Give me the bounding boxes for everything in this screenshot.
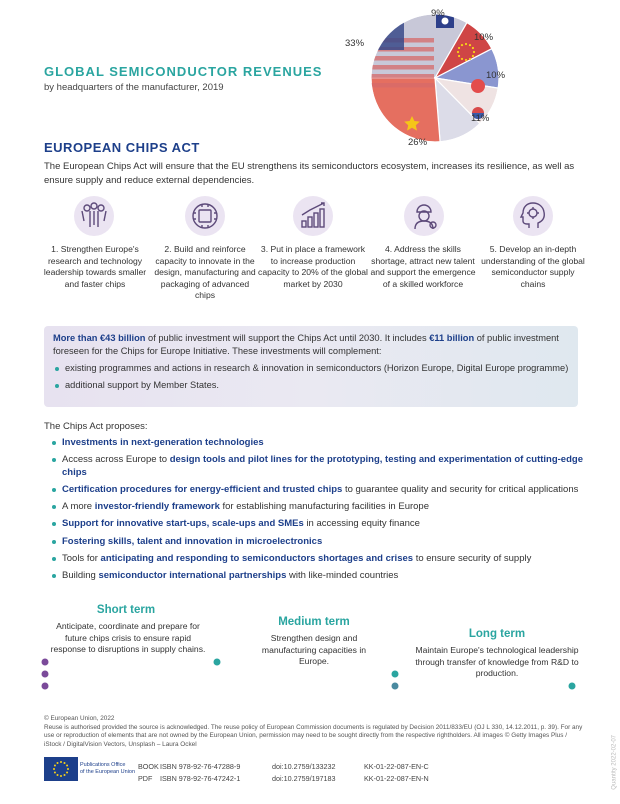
eu-star-icon	[67, 768, 69, 770]
eu-star-icon	[458, 55, 460, 57]
watermark: Quantity 2022-02-07	[612, 735, 618, 790]
us-stripe	[368, 74, 434, 79]
investment-text-2: of public investment foreseen for the Chips for Europe Initiative. These investments will complement:	[53, 333, 559, 356]
book-code: KK-01-22-087-EN-C	[364, 762, 429, 771]
proposes-list	[52, 437, 592, 587]
eu-star-icon	[472, 55, 474, 57]
eu-star-icon	[473, 51, 475, 53]
goal-3-text: 3. Put in place a framework to increase production capacity to 20% of the global market by 2030	[258, 244, 368, 289]
book-doi: doi:10.2759/133232	[272, 762, 336, 771]
long-term-title: Long term	[468, 628, 526, 640]
goal-5-text: 5. Develop an in-depth understanding of the global semiconductor supply chains	[481, 244, 585, 289]
investment-text	[53, 332, 569, 358]
section-intro: The European Chips Act will ensure that the EU strengthens its semiconductors ecosystem, increases its resilience, as well as ensure supply and reduce external dependencies.	[44, 161, 575, 186]
eu-star-icon	[53, 768, 55, 770]
initiative-amount: €11 billion	[429, 333, 475, 343]
list-item: existing programmes and actions in research & innovation in semiconductors (Horizon Europe, Digital Europe programme)	[53, 362, 569, 375]
publisher-logo-text: Publications Office of the European Union	[80, 762, 136, 775]
pdf-isbn: ISBN 978-92-76-47242-1	[160, 774, 241, 783]
chart-subtitle: by headquarters of the manufacturer, 2019	[44, 82, 224, 93]
list-item: Access across Europe to design tools and pilot lines for the prototyping, testing and experimentation of cutting-edge chips	[52, 454, 592, 479]
eu-star-icon	[54, 765, 56, 767]
list-item: Investments in next-generation technologies	[52, 437, 592, 450]
list-item: Tools for anticipating and responding to semiconductors shortages and crises to ensure security of supply	[52, 553, 592, 566]
pie-label-japan: 10%	[486, 70, 506, 81]
goal-1-text: 1. Strengthen Europe's research and technology leadership towards smaller and faster chips	[43, 244, 147, 289]
pdf-code: KK-01-22-087-EN-N	[364, 774, 429, 783]
pie-label-eu: 10%	[474, 32, 494, 43]
short-term-title: Short term	[96, 604, 156, 616]
long-term-start-dot	[42, 683, 49, 690]
pie-label-us: 33%	[345, 38, 365, 49]
pdf-doi: doi:10.2759/197183	[272, 774, 336, 783]
eu-star-icon	[458, 47, 460, 49]
list-item: Certification procedures for energy-efficient and trusted chips to guarantee quality and security for critical applications	[52, 484, 592, 497]
section-title: EUROPEAN CHIPS ACT	[44, 140, 200, 155]
eu-star-icon	[469, 58, 471, 60]
eu-star-icon	[66, 772, 68, 774]
us-stripe	[368, 83, 434, 88]
eu-flag-logo	[44, 757, 78, 781]
eu-star-icon	[461, 44, 463, 46]
eu-star-icon	[57, 774, 59, 776]
eu-star-icon	[64, 762, 66, 764]
pie-label-taiwan: 9%	[431, 8, 445, 19]
long-term-mid-dot	[392, 683, 399, 690]
short-term-text: Anticipate, coordinate and prepare for future chips crisis to ensure rapid response to disruptions in supply chains.	[50, 621, 206, 654]
short-term-start-dot	[42, 659, 49, 666]
us-canton	[368, 20, 404, 50]
goal-2-text: 2. Build and reinforce capacity to innovate in the design, manufacturing and packaging of advanced chips	[154, 244, 256, 300]
gear-head-icon	[512, 195, 554, 237]
eu-star-icon	[54, 772, 56, 774]
eu-star-icon	[469, 44, 471, 46]
list-item: Building semiconductor international partnerships with like-minded countries	[52, 570, 592, 583]
worker-icon	[403, 195, 445, 237]
medium-term-title: Medium term	[278, 616, 350, 628]
medium-term-text: Strengthen design and manufacturing capacities in Europe.	[261, 633, 367, 666]
long-term-end-dot	[569, 683, 576, 690]
copyright: © European Union, 2022	[44, 715, 115, 722]
list-item: A more investor-friendly framework for establishing manufacturing facilities in Europe	[52, 501, 592, 514]
pdf-type: PDF	[138, 774, 153, 783]
list-item: Support for innovative start-ups, scale-ups and SMEs in accessing equity finance	[52, 518, 592, 531]
eu-star-icon	[472, 47, 474, 49]
eu-star-icon	[57, 762, 59, 764]
eu-star-icon	[465, 43, 467, 45]
investment-box	[44, 326, 578, 407]
growth-chart-icon	[292, 195, 334, 237]
investment-amount: More than €43 billion	[53, 333, 146, 343]
long-term-text: Maintain Europe's technological leadership through transfer of knowledge from R&D to production.	[415, 645, 579, 678]
eu-star-icon	[461, 58, 463, 60]
pie-label-china: 26%	[408, 137, 428, 148]
medium-term-end-dot	[392, 671, 399, 678]
eu-star-icon	[457, 51, 459, 53]
eu-star-icon	[66, 765, 68, 767]
pie-label-korea: 11%	[471, 113, 490, 124]
japan-sun-icon	[471, 79, 485, 93]
chart-title: GLOBAL SEMICONDUCTOR REVENUES	[44, 64, 323, 79]
eu-star-icon	[465, 59, 467, 61]
eu-star-icon	[60, 761, 62, 763]
us-stripe	[368, 56, 434, 61]
chip-icon	[184, 195, 226, 237]
us-stripe	[368, 65, 434, 70]
list-item: additional support by Member States.	[53, 379, 569, 392]
book-type: BOOK	[138, 762, 159, 771]
pie-slice-china	[371, 78, 440, 142]
reuse-notice: Reuse is authorised provided the source is acknowledged. The reuse policy of European Commission documents is regulated by Decision 2011/833/EU (OJ L 330, 14.12.2011, p. 39). For any use or reproduction of elements that are not owned by the European Union, permission may need to be sought directly from the respective rightholders. All images © Getty Images Plus / iStock / DigitalVision Vectors, Unsplash – Laura Ockel	[44, 724, 583, 748]
book-isbn: ISBN 978-92-76-47288-9	[160, 762, 241, 771]
eu-star-icon	[60, 775, 62, 777]
timeline-bars	[40, 655, 580, 695]
proposes-intro: The Chips Act proposes:	[44, 421, 148, 432]
medium-term-start-dot	[42, 671, 49, 678]
short-term-end-dot	[214, 659, 221, 666]
people-icon	[73, 195, 115, 237]
list-item: Fostering skills, talent and innovation in microelectronics	[52, 536, 592, 549]
goal-4-text: 4. Address the skills shortage, attract new talent and support the emergence of a skilled workforce	[370, 244, 476, 289]
investment-text-1: of public investment will support the Chips Act until 2030. It includes	[145, 333, 430, 343]
eu-star-icon	[64, 774, 66, 776]
